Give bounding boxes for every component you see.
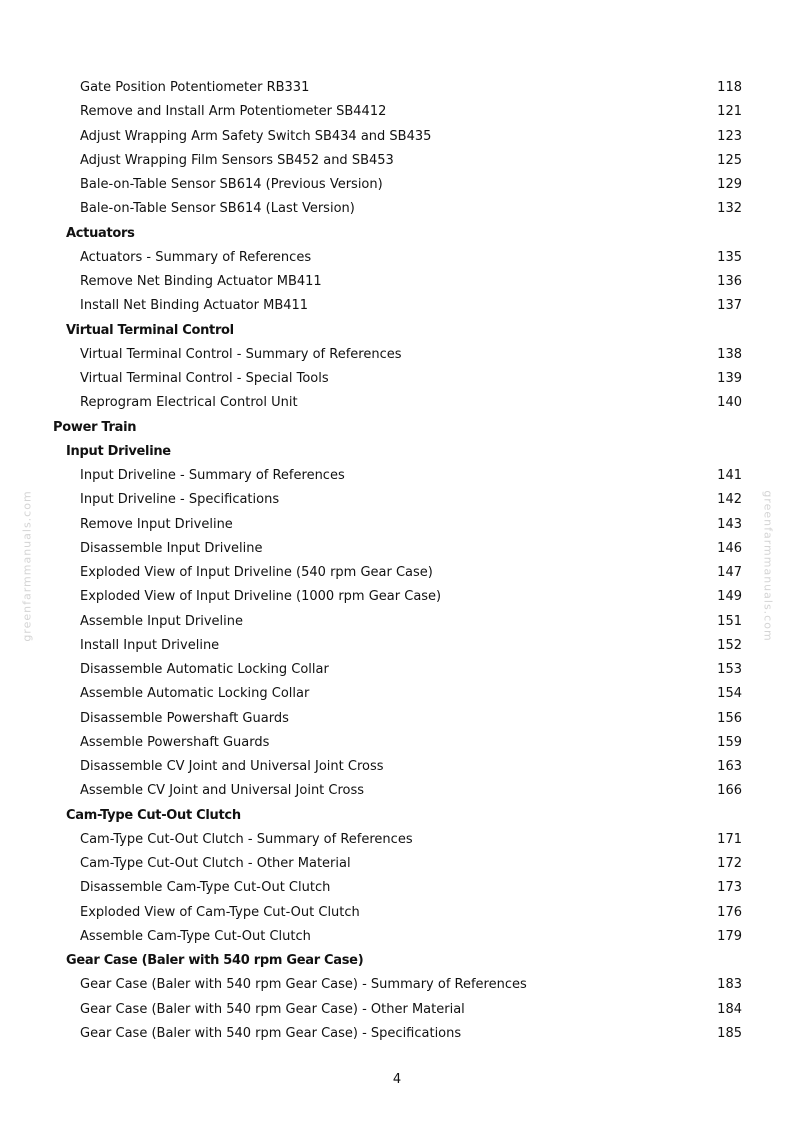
toc-entry-title: Assemble Cam-Type Cut-Out Clutch — [80, 928, 311, 944]
toc-entry[interactable] — [0, 294, 794, 318]
toc-entry-page-number: 118 — [717, 80, 742, 95]
toc-subsection[interactable] — [0, 440, 794, 464]
toc-entry-page-number: 184 — [717, 1001, 742, 1017]
toc-entry[interactable] — [0, 925, 794, 949]
toc-entry-page-number: 152 — [717, 637, 742, 653]
toc-entry-title: Bale-on-Table Sensor SB614 (Last Version) — [80, 201, 355, 217]
toc-entry[interactable] — [0, 973, 794, 997]
toc-entry-title: Input Driveline - Summary of References — [80, 468, 345, 483]
toc-subsection[interactable] — [0, 222, 794, 246]
toc-entry-page-number: 173 — [717, 880, 742, 896]
toc-entry[interactable] — [0, 100, 794, 124]
toc-entry-title: Gear Case (Baler with 540 rpm Gear Case) - Specifications — [80, 1025, 462, 1041]
toc-entry-title: Input Driveline - Specifications — [80, 492, 280, 508]
toc-entry[interactable] — [0, 731, 794, 755]
toc-entry[interactable] — [0, 76, 794, 100]
toc-entry-title: Assemble Input Driveline — [80, 613, 244, 629]
toc-entry-title: Adjust Wrapping Film Sensors SB452 and SB453 — [80, 152, 394, 168]
toc-entry[interactable] — [0, 488, 794, 512]
page-number: 4 — [392, 1072, 402, 1087]
toc-entry-page-number: 136 — [717, 274, 742, 289]
toc-entry-page-number: 121 — [717, 104, 742, 120]
toc-subsection-title: Actuators — [66, 225, 135, 241]
toc-entry-page-number: 138 — [717, 346, 742, 362]
toc-entry-title: Bale-on-Table Sensor SB614 (Previous Version) — [80, 177, 383, 192]
toc-entry-title: Exploded View of Input Driveline (1000 rpm Gear Case) — [80, 589, 442, 605]
toc-entry[interactable] — [0, 828, 794, 852]
toc-entry[interactable] — [0, 343, 794, 367]
toc-entry-title: Install Input Driveline — [80, 637, 220, 653]
toc-entry-page-number: 185 — [717, 1025, 742, 1041]
toc-entry-page-number: 140 — [717, 395, 742, 411]
toc-entry-page-number: 146 — [717, 540, 742, 556]
toc-entry[interactable] — [0, 779, 794, 803]
toc-entry-title: Actuators - Summary of References — [80, 249, 312, 265]
toc-entry-page-number: 172 — [717, 856, 742, 871]
toc-entry-title: Remove and Install Arm Potentiometer SB4412 — [80, 104, 387, 120]
watermark-right: greenfarmmanuals.com — [761, 490, 775, 642]
toc-entry-page-number: 123 — [717, 128, 742, 144]
toc-entry-page-number: 183 — [717, 977, 742, 993]
toc-entry[interactable] — [0, 585, 794, 609]
toc-entry-page-number: 143 — [717, 516, 742, 532]
toc-entry[interactable] — [0, 367, 794, 391]
toc-subsection-title: Cam-Type Cut-Out Clutch — [66, 807, 241, 823]
toc-entry-title: Remove Input Driveline — [80, 516, 233, 532]
toc-entry[interactable] — [0, 513, 794, 537]
toc-entry-title: Disassemble Input Driveline — [80, 540, 263, 556]
toc-entry[interactable] — [0, 173, 794, 197]
toc-entry[interactable] — [0, 270, 794, 294]
toc-entry-page-number: 137 — [717, 298, 742, 314]
toc-subsection-title: Virtual Terminal Control — [66, 322, 234, 338]
toc-entry-page-number: 154 — [717, 686, 742, 702]
toc-entry-page-number: 149 — [717, 589, 742, 605]
toc-section[interactable] — [0, 416, 794, 440]
toc-entry[interactable] — [0, 755, 794, 779]
toc-entry-title: Gear Case (Baler with 540 rpm Gear Case) - Summary of References — [80, 977, 527, 993]
toc-entry[interactable] — [0, 901, 794, 925]
toc-entry[interactable] — [0, 658, 794, 682]
toc-entry[interactable] — [0, 610, 794, 634]
toc-entry-page-number: 176 — [717, 904, 742, 920]
toc-entry-title: Virtual Terminal Control - Special Tools — [80, 371, 329, 386]
toc-entry-title: Adjust Wrapping Arm Safety Switch SB434 and SB435 — [80, 128, 432, 144]
toc-entry[interactable] — [0, 125, 794, 149]
toc-entry-title: Reprogram Electrical Control Unit — [80, 395, 298, 411]
toc-subsection[interactable] — [0, 949, 794, 973]
toc-entry[interactable] — [0, 682, 794, 706]
toc-entry-title: Cam-Type Cut-Out Clutch - Other Material — [80, 856, 351, 871]
toc-entry-page-number: 166 — [717, 783, 742, 799]
toc-entry[interactable] — [0, 391, 794, 415]
toc-entry-title: Exploded View of Cam-Type Cut-Out Clutch — [80, 904, 360, 920]
toc-subsection[interactable] — [0, 804, 794, 828]
toc-entry[interactable] — [0, 537, 794, 561]
toc-entry[interactable] — [0, 149, 794, 173]
toc-entry-title: Cam-Type Cut-Out Clutch - Summary of References — [80, 831, 413, 847]
toc-entry-title: Disassemble CV Joint and Universal Joint Cross — [80, 759, 384, 774]
toc-entry-title: Disassemble Cam-Type Cut-Out Clutch — [80, 880, 331, 896]
toc-entry-title: Virtual Terminal Control - Summary of References — [80, 346, 402, 362]
toc-entry-title: Gate Position Potentiometer RB331 — [80, 80, 310, 95]
toc-entry-page-number: 125 — [717, 152, 742, 168]
toc-entry-title: Assemble CV Joint and Universal Joint Cross — [80, 783, 365, 799]
toc-entry-page-number: 179 — [717, 928, 742, 944]
toc-subsection[interactable] — [0, 319, 794, 343]
watermark-left: greenfarmmanuals.com — [20, 490, 34, 642]
toc-section-title: Power Train — [53, 419, 137, 435]
toc-entry[interactable] — [0, 852, 794, 876]
toc-entry-title: Install Net Binding Actuator MB411 — [80, 298, 309, 314]
toc-entry-page-number: 132 — [717, 201, 742, 217]
toc-entry[interactable] — [0, 998, 794, 1022]
toc-entry-page-number: 171 — [717, 831, 742, 847]
toc-entry-title: Gear Case (Baler with 540 rpm Gear Case) - Other Material — [80, 1001, 465, 1017]
toc-entry-title: Assemble Automatic Locking Collar — [80, 686, 310, 702]
toc-entry-page-number: 159 — [717, 734, 742, 750]
toc-entry-page-number: 129 — [717, 177, 742, 192]
toc-subsection-title: Input Driveline — [66, 443, 171, 459]
toc-entry-page-number: 153 — [717, 662, 742, 677]
toc-entry[interactable] — [0, 246, 794, 270]
toc-entry[interactable] — [0, 634, 794, 658]
toc-entry[interactable] — [0, 1022, 794, 1046]
toc-entry-page-number: 141 — [717, 468, 742, 483]
toc-entry[interactable] — [0, 561, 794, 585]
toc-entry-title: Assemble Powershaft Guards — [80, 734, 270, 750]
toc-entry-title: Disassemble Powershaft Guards — [80, 710, 289, 726]
toc-entry[interactable] — [0, 707, 794, 731]
toc-entry-page-number: 139 — [717, 371, 742, 386]
toc-subsection-title: Gear Case (Baler with 540 rpm Gear Case) — [66, 953, 364, 968]
toc-entry-title: Remove Net Binding Actuator MB411 — [80, 274, 322, 289]
table-of-contents — [0, 76, 794, 1046]
toc-entry-title: Exploded View of Input Driveline (540 rpm Gear Case) — [80, 565, 433, 580]
toc-entry-page-number: 156 — [717, 710, 742, 726]
toc-entry-page-number: 135 — [717, 249, 742, 265]
toc-entry-title: Disassemble Automatic Locking Collar — [80, 662, 329, 677]
toc-entry-page-number: 163 — [717, 759, 742, 774]
toc-entry-page-number: 142 — [717, 492, 742, 508]
toc-entry-page-number: 147 — [717, 565, 742, 580]
toc-entry-page-number: 151 — [717, 613, 742, 629]
toc-entry[interactable] — [0, 197, 794, 221]
toc-entry[interactable] — [0, 876, 794, 900]
toc-entry[interactable] — [0, 464, 794, 488]
